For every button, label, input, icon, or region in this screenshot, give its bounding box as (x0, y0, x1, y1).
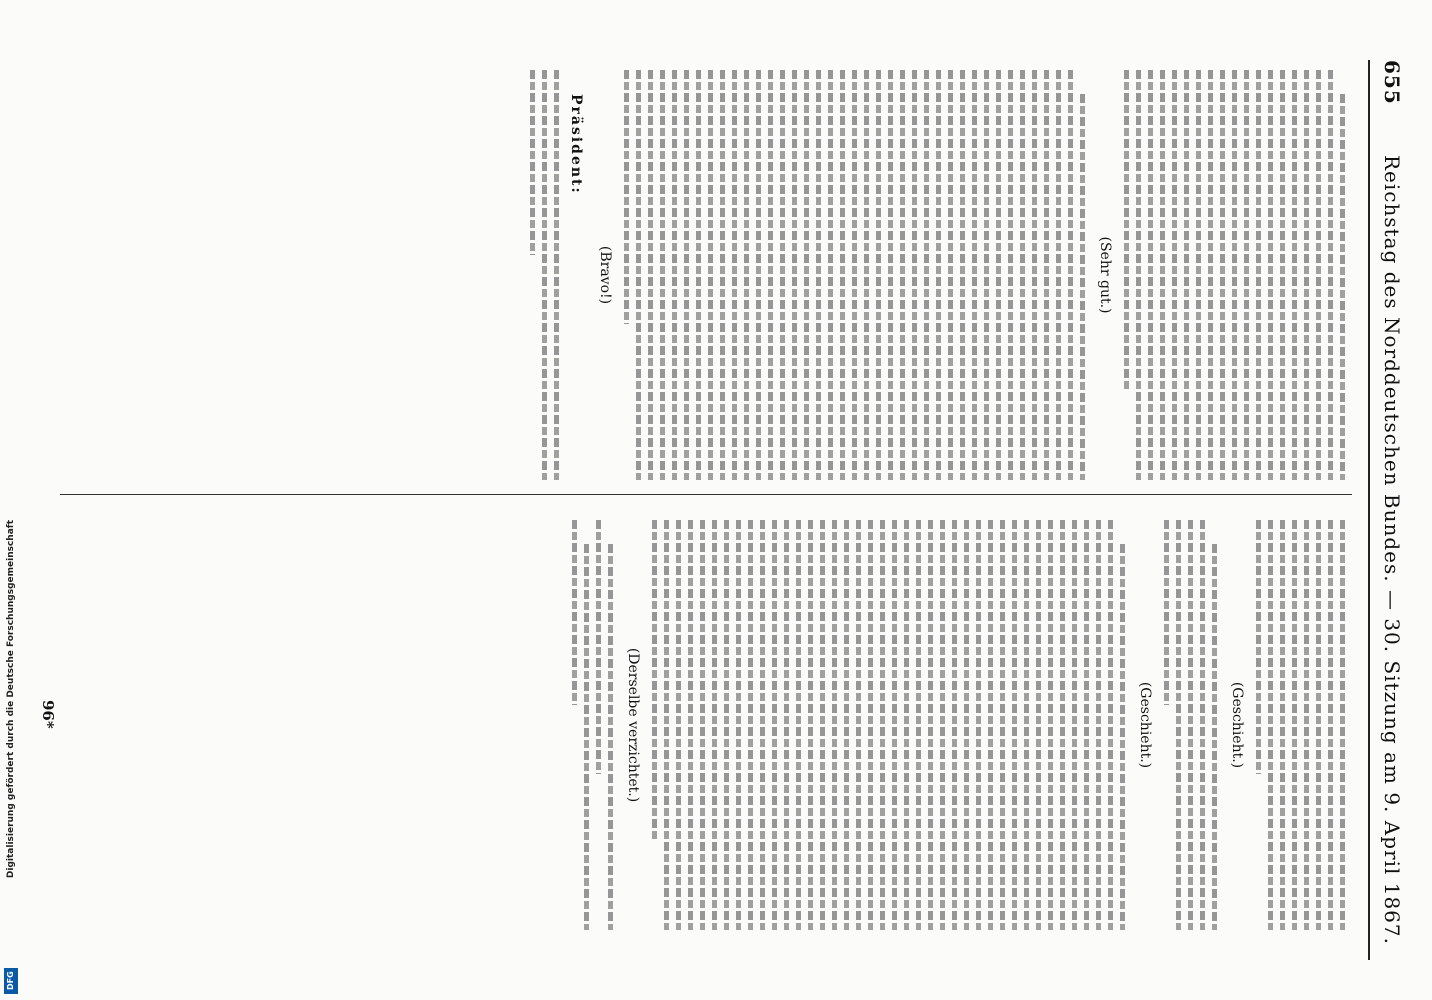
text-column-right (60, 520, 1352, 930)
interjection: (Sehr gut.) (1097, 236, 1113, 314)
dfg-logo: DFG (4, 968, 18, 994)
speaker-label: Präsident: (568, 94, 584, 195)
running-title: Reichstag des Norddeutschen Bundes. — 30. Sitzung am 9. April 1867. (1380, 155, 1404, 945)
digitization-notice: Digitalisierung gefördert durch die Deutsche Forschungsgemeinschaft (6, 520, 16, 879)
text-column-left (60, 70, 1352, 480)
column-divider (60, 494, 1352, 495)
page-header (1368, 60, 1410, 960)
sheet-number: 96* (39, 700, 57, 729)
speaker-line (566, 94, 585, 480)
page-number: 655 (1380, 60, 1404, 105)
interjection: (Geschieht.) (1229, 681, 1245, 769)
interjection: (Bravo!) (597, 245, 613, 305)
interjection: (Derselbe verzichtet.) (625, 647, 641, 803)
interjection: (Geschieht.) (1137, 681, 1153, 769)
